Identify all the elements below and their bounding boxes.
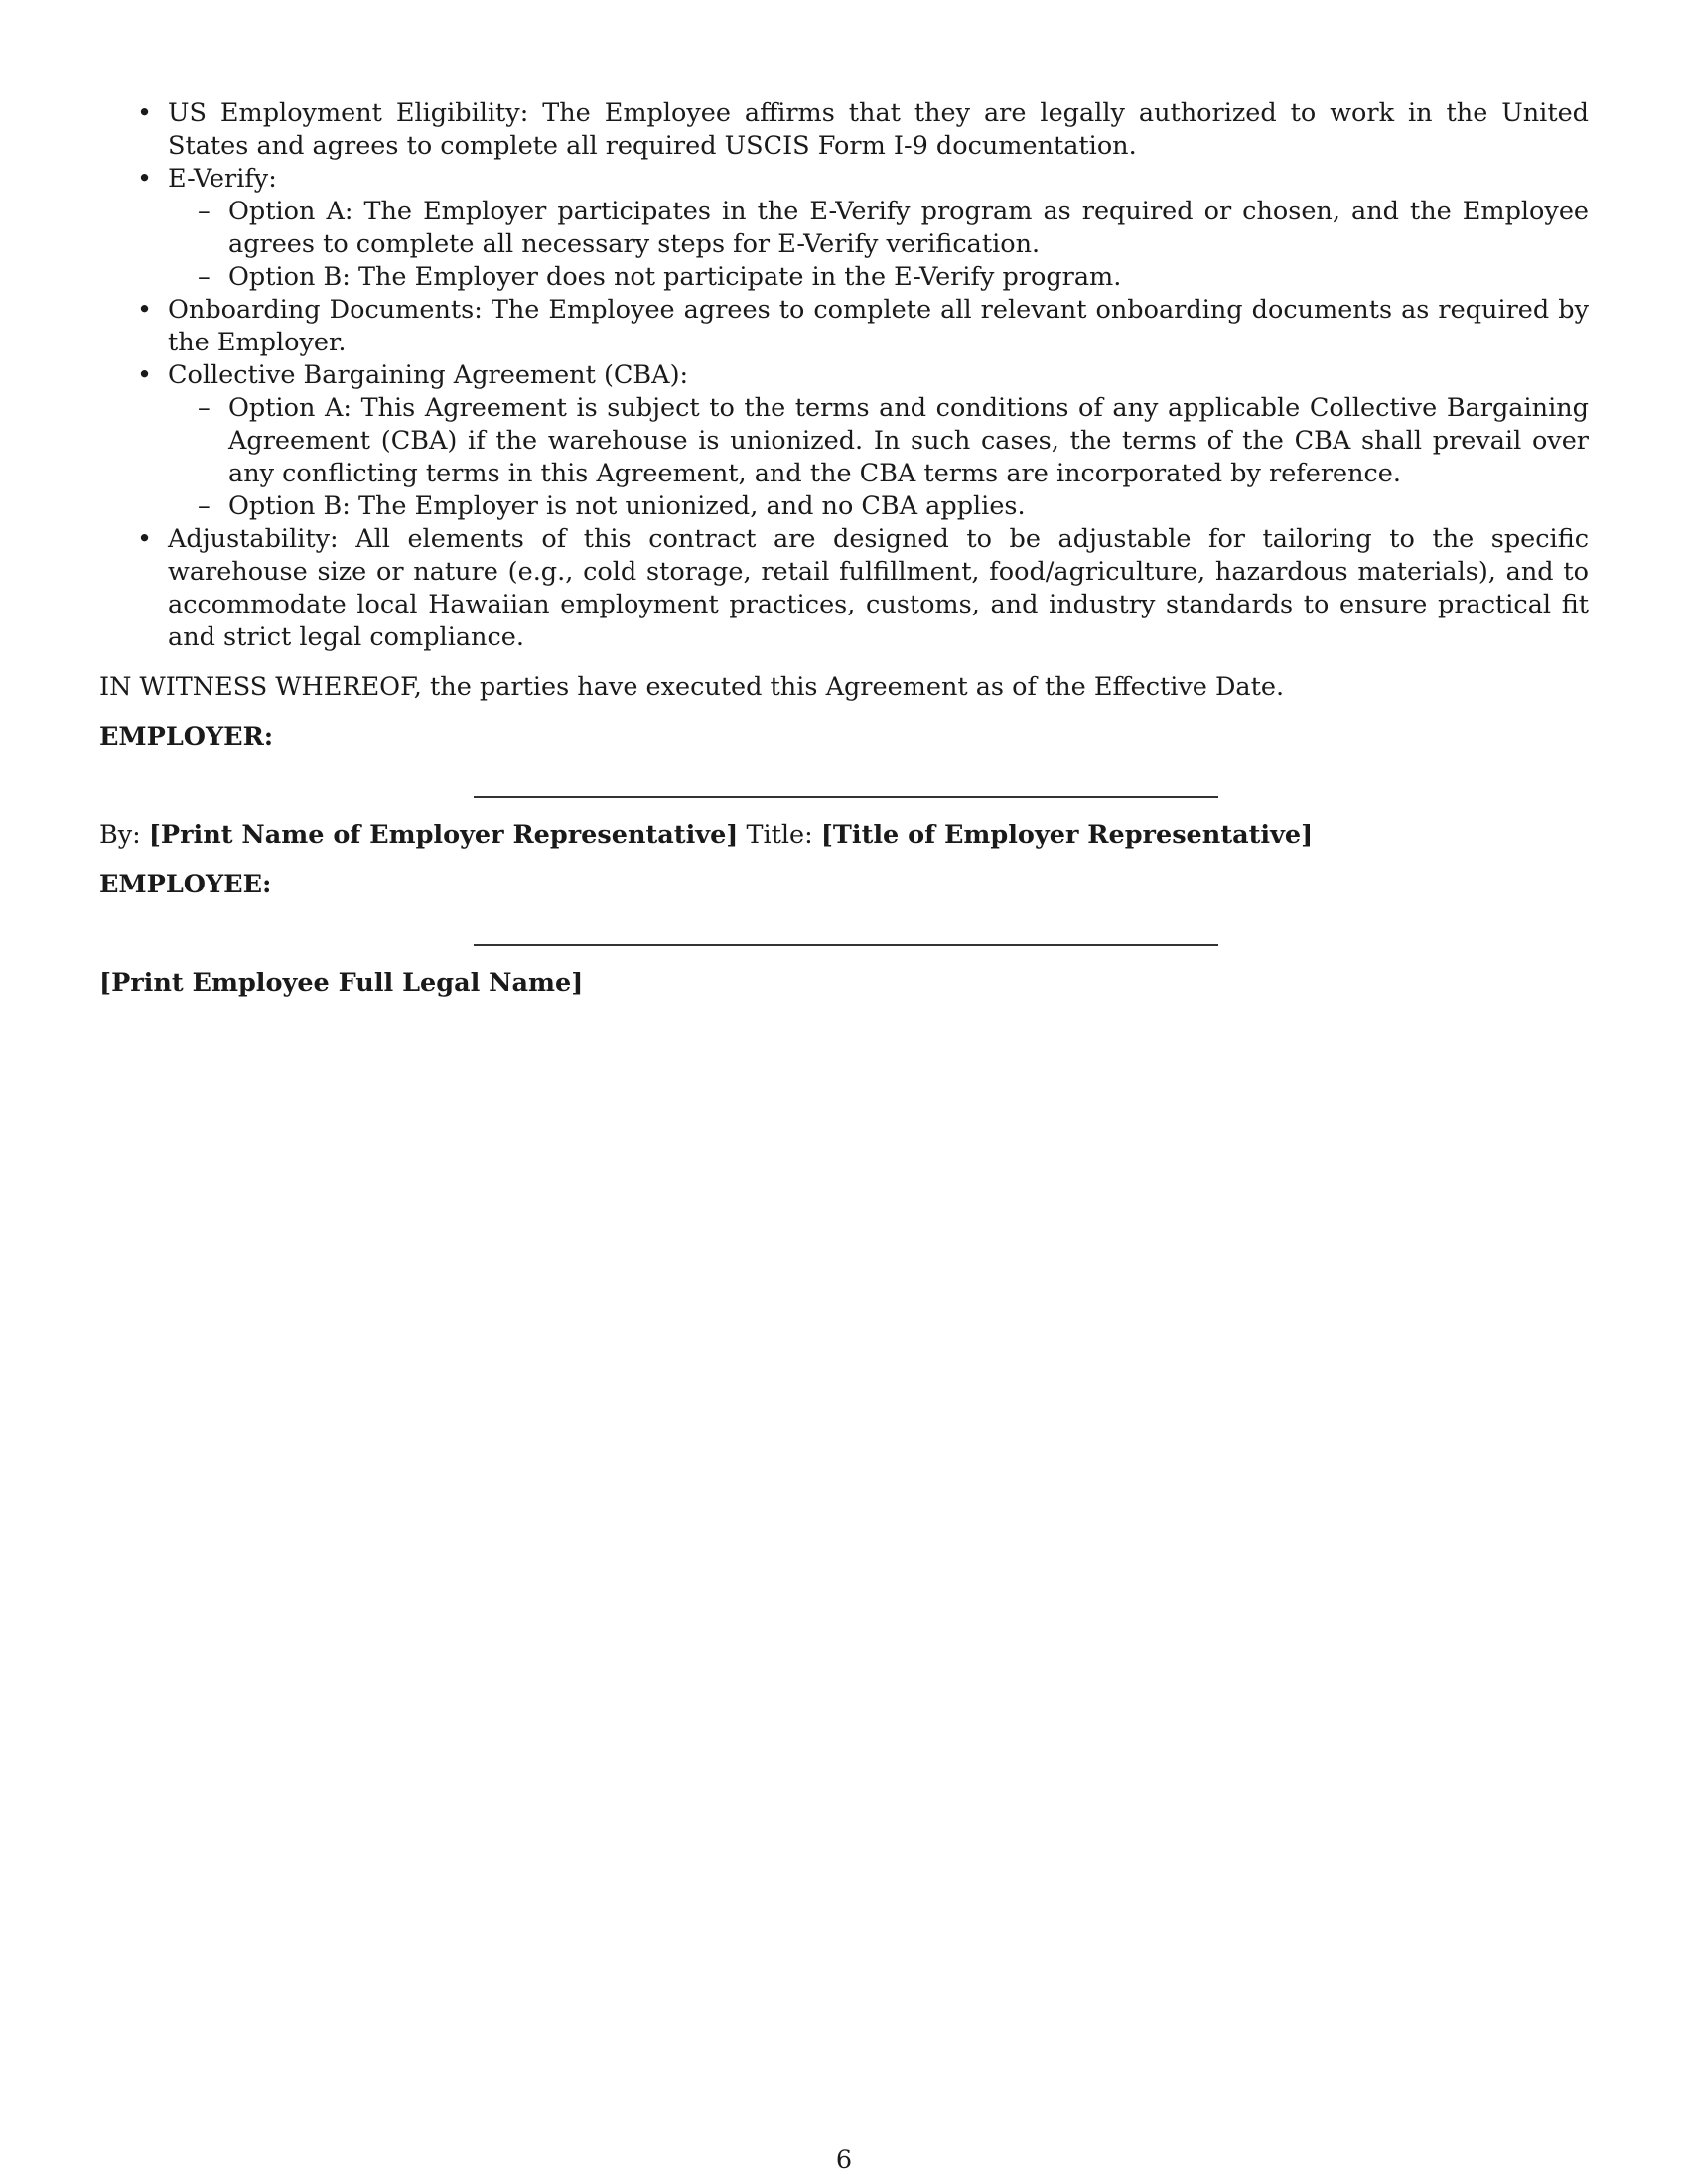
employer-representative-title-placeholder: [Title of Employer Representative] [820, 820, 1314, 850]
bullet-icon: • [137, 98, 153, 128]
option-list [168, 392, 1589, 523]
clause-collective-bargaining [99, 359, 1589, 523]
clause-text: Onboarding Documents: The Employee agrees to complete all relevant onboarding documents as required by the Employer. [168, 295, 1589, 357]
title-prefix: Title: [738, 820, 821, 850]
option-item [168, 261, 1589, 294]
employer-representative-name-placeholder: [Print Name of Employer Representative] [148, 820, 739, 850]
option-text: Option A: This Agreement is subject to the terms and conditions of any applicable Collective Bargaining Agreement (CBA) if the warehouse is unionized. In such cases, the terms of the CBA shall prevail over any conflicting terms in this Agreement, and the CBA terms are incorporated by reference. [228, 393, 1589, 488]
option-list [168, 196, 1589, 294]
bullet-icon: • [137, 164, 153, 194]
clause-text: US Employment Eligibility: The Employee affirms that they are legally authorized to work in the United States and agrees to complete all required USCIS Form I-9 documentation. [168, 98, 1589, 161]
dash-icon: – [198, 393, 211, 423]
clause-list [99, 97, 1589, 654]
witness-statement: IN WITNESS WHEREOF, the parties have executed this Agreement as of the Effective Date. [99, 672, 1285, 702]
dash-icon: – [198, 197, 211, 226]
by-prefix: By: [99, 820, 149, 850]
option-item [168, 196, 1589, 261]
employer-signature-block [99, 819, 1589, 852]
employee-label: EMPLOYEE: [99, 870, 272, 899]
clause-text: Collective Bargaining Agreement (CBA): [168, 360, 689, 390]
page-number: 6 [835, 2145, 853, 2175]
employer-signature-line [474, 796, 1218, 798]
option-text: Option A: The Employer participates in the E-Verify program as required or chosen, and the Employee agrees to complete all necessary steps for E-Verify verification. [228, 197, 1589, 259]
clause-text: Adjustability: All elements of this contract are designed to be adjustable for tailoring to the specific warehouse size or nature (e.g., cold storage, retail fulfillment, food/agriculture, hazardous materials), and to accommodate local Hawaiian employment practices, customs, and industry standards to ensure practical fit and strict legal compliance. [168, 524, 1589, 652]
clause-text: E-Verify: [168, 164, 277, 194]
dash-icon: – [198, 491, 211, 521]
bullet-icon: • [137, 295, 153, 325]
clause-adjustability [99, 523, 1589, 654]
employee-signature-block [99, 967, 1589, 1000]
dash-icon: – [198, 262, 211, 292]
option-item [168, 490, 1589, 523]
bullet-icon: • [137, 524, 153, 554]
clause-onboarding-documents [99, 294, 1589, 359]
clause-e-verify [99, 163, 1589, 294]
employee-signature-line [474, 944, 1218, 946]
option-item [168, 392, 1589, 490]
clause-employment-eligibility [99, 97, 1589, 163]
option-text: Option B: The Employer does not participate in the E-Verify program. [228, 262, 1122, 292]
document-page [99, 97, 1589, 1000]
bullet-icon: • [137, 360, 153, 390]
option-text: Option B: The Employer is not unionized, and no CBA applies. [228, 491, 1026, 521]
employee-name-placeholder: [Print Employee Full Legal Name] [99, 968, 584, 998]
employer-label: EMPLOYER: [99, 722, 274, 751]
